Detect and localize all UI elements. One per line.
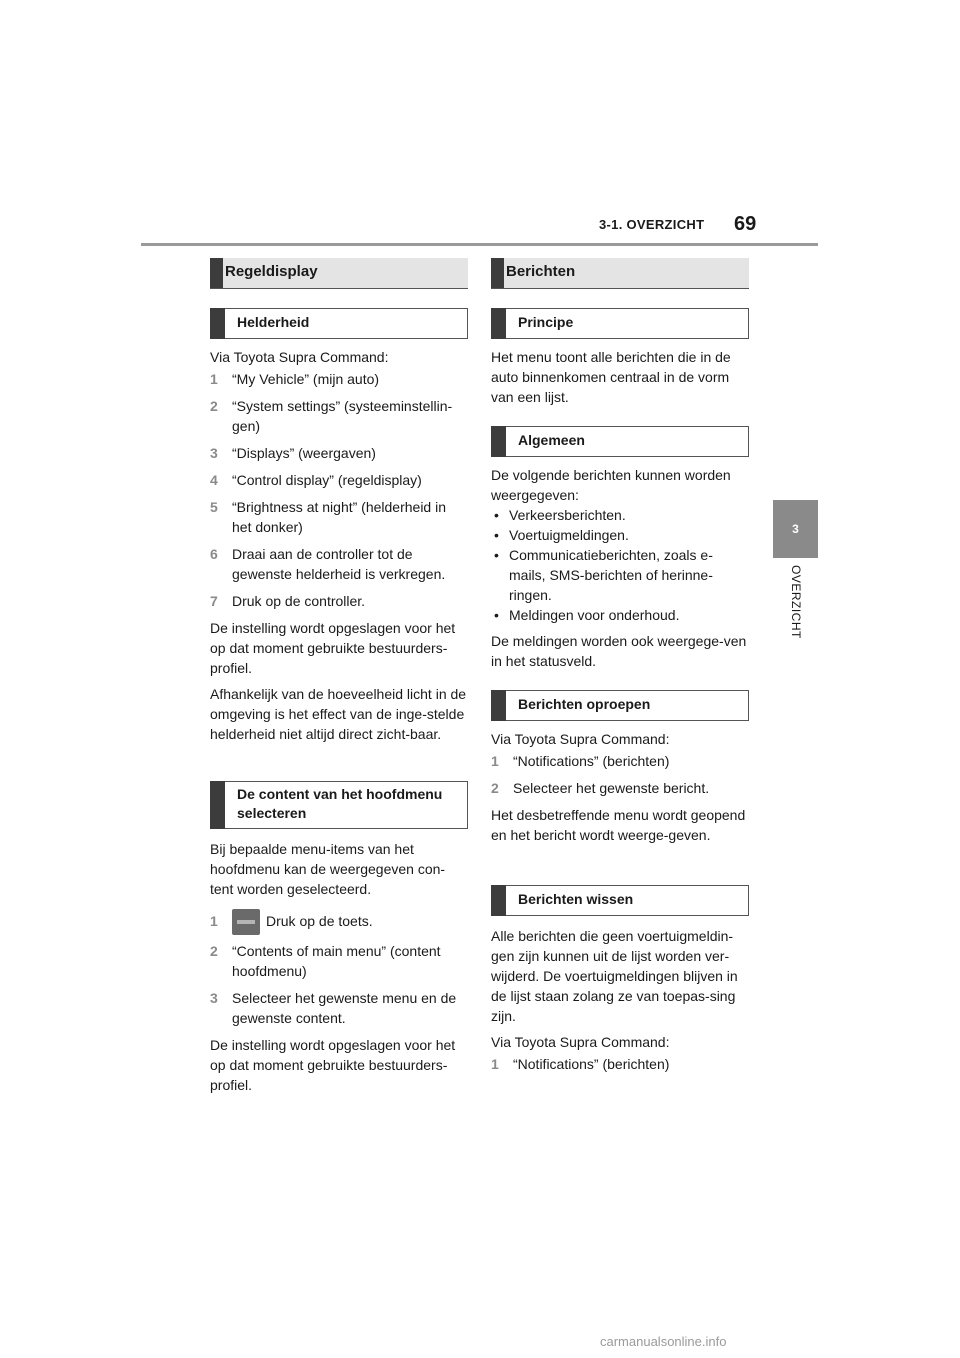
subheading-text: Berichten oproepen: [518, 696, 651, 712]
paragraph: Bij bepaalde menu-items van het hoofdmenu kan de weergegeven con-tent worden geselecteerd.: [210, 841, 446, 897]
subheading-text: Algemeen: [518, 432, 585, 448]
step-item: [210, 369, 468, 389]
step-item: [210, 396, 468, 436]
step-text: Druk op de toets.: [266, 913, 373, 929]
step-text: “Notifications” (berichten): [513, 1056, 670, 1072]
subheading-principe: [491, 308, 749, 339]
step-item: [210, 907, 468, 935]
paragraph: Alle berichten die geen voertuigmeldin-gen zijn kunnen uit de lijst worden ver-wijderd. De voertuigmeldingen blijven in de lijst staan zolang ze van toepas-sing zijn.: [491, 928, 738, 1024]
bullet-text: Verkeersberichten.: [509, 507, 626, 523]
step-number: 3: [210, 990, 218, 1007]
step-number: 1: [491, 753, 499, 769]
step-text: “My Vehicle” (mijn auto): [232, 371, 380, 387]
step-number: 6: [210, 546, 218, 562]
heading-bar: [491, 885, 506, 916]
step-item: [491, 751, 749, 771]
right-column-algemeen: [491, 426, 749, 671]
right-column-wissen: [491, 885, 749, 1074]
step-text: “Brightness at night” (helderheid in het donker): [232, 499, 447, 535]
chapter-side-label: [768, 565, 824, 665]
subheading-wissen: [491, 885, 749, 916]
step-text: Selecteer het gewenste menu en de gewenste content.: [232, 990, 457, 1027]
step-text: Draai aan de controller tot de gewenste helderheid is verkregen.: [232, 546, 446, 582]
heading-bar: [491, 690, 506, 721]
bullet-item: [491, 525, 749, 545]
subheading-text: Berichten wissen: [518, 891, 634, 907]
paragraph: Afhankelijk van de hoeveelheid licht in de omgeving is het effect van de inge-stelde helderheid niet altijd direct zicht-baar.: [210, 686, 467, 742]
step-item: [491, 778, 749, 798]
step-text: Selecteer het gewenste bericht.: [513, 780, 710, 796]
step-text: “Control display” (regeldisplay): [232, 472, 422, 488]
bullet-dot: •: [494, 527, 499, 543]
step-item: [210, 988, 468, 1028]
section-heading-text: Regeldisplay: [225, 263, 318, 280]
paragraph: De instelling wordt opgeslagen voor het op dat moment gebruikte bestuurders-profiel.: [210, 1037, 456, 1094]
subheading-helderheid: [210, 308, 468, 339]
step-item: [210, 544, 468, 584]
section-heading-regeldisplay: [210, 258, 468, 289]
paragraph: Via Toyota Supra Command:: [491, 731, 670, 747]
step-item: [210, 591, 468, 611]
step-number: 5: [210, 499, 218, 515]
right-column-oproepen: [491, 690, 749, 845]
subheading-algemeen: [491, 426, 749, 457]
section-title: 3-1. OVERZICHT: [599, 217, 705, 232]
step-number: 3: [210, 445, 218, 461]
chapter-tab: [773, 500, 818, 558]
step-text: “Notifications” (berichten): [513, 753, 670, 769]
step-text: “Displays” (weergaven): [232, 445, 376, 461]
step-number: 2: [210, 398, 218, 414]
menu-button-icon: [232, 909, 260, 935]
step-item: [210, 470, 468, 490]
step-number: 7: [210, 593, 218, 609]
step-item: [210, 443, 468, 463]
header-divider: [141, 243, 818, 246]
left-column: [210, 258, 468, 744]
subheading-text: De content van het hoofdmenu selecteren: [237, 786, 443, 821]
section-heading-text: Berichten: [506, 263, 576, 280]
chapter-side-label-text: OVERZICHT: [789, 565, 803, 639]
left-column-lower: [210, 781, 468, 1095]
bullet-dot: •: [494, 547, 499, 563]
step-text: “System settings” (systeeminstellin-gen): [232, 398, 453, 434]
right-column: [491, 258, 749, 407]
page-number: 69: [734, 213, 757, 235]
bullet-dot: •: [494, 507, 499, 523]
paragraph: De volgende berichten kunnen worden weergegeven:: [491, 467, 731, 503]
step-number: 2: [210, 943, 218, 960]
subheading-text: Helderheid: [237, 314, 310, 330]
paragraph: Het menu toont alle berichten die in de auto binnenkomen centraal in de vorm van een lijst.: [491, 349, 731, 405]
step-text: “Contents of main menu” (content hoofdmenu): [232, 943, 441, 980]
heading-bar: [210, 258, 223, 288]
step-item: [210, 941, 468, 981]
subheading-text: Principe: [518, 314, 574, 330]
bullet-item: [491, 505, 749, 525]
heading-bar: [491, 308, 506, 339]
step-text: Druk op de controller.: [232, 593, 366, 609]
paragraph: De instelling wordt opgeslagen voor het op dat moment gebruikte bestuurders-profiel.: [210, 620, 456, 676]
step-number: 4: [210, 472, 218, 488]
section-heading-berichten: [491, 258, 749, 289]
step-item: [210, 497, 468, 537]
step-number: 2: [491, 780, 499, 796]
chapter-tab-number: 3: [792, 522, 799, 536]
subheading-content: [210, 781, 468, 829]
heading-bar: [491, 426, 506, 457]
paragraph: Via Toyota Supra Command:: [210, 349, 389, 365]
step-number: 1: [210, 913, 218, 929]
bullet-dot: •: [494, 607, 499, 623]
bullet-text: Meldingen voor onderhoud.: [509, 607, 680, 623]
bullet-item: [491, 605, 749, 625]
paragraph: De meldingen worden ook weergege-ven in het statusveld.: [491, 633, 747, 669]
paragraph: Het desbetreffende menu wordt geopend en het bericht wordt weerge-geven.: [491, 807, 746, 843]
bullet-text: Voertuigmeldingen.: [509, 527, 629, 543]
heading-bar: [210, 781, 225, 829]
heading-bar: [210, 308, 225, 339]
paragraph: Via Toyota Supra Command:: [491, 1034, 670, 1050]
heading-bar: [491, 258, 504, 288]
subheading-oproepen: [491, 690, 749, 721]
watermark: carmanualsonline.info: [600, 1334, 727, 1349]
step-number: 1: [491, 1056, 499, 1072]
step-item: [491, 1054, 749, 1074]
bullet-item: [491, 545, 749, 605]
step-number: 1: [210, 371, 218, 387]
bullet-text: Communicatieberichten, zoals e-mails, SMS-berichten of herinne-ringen.: [509, 547, 713, 603]
